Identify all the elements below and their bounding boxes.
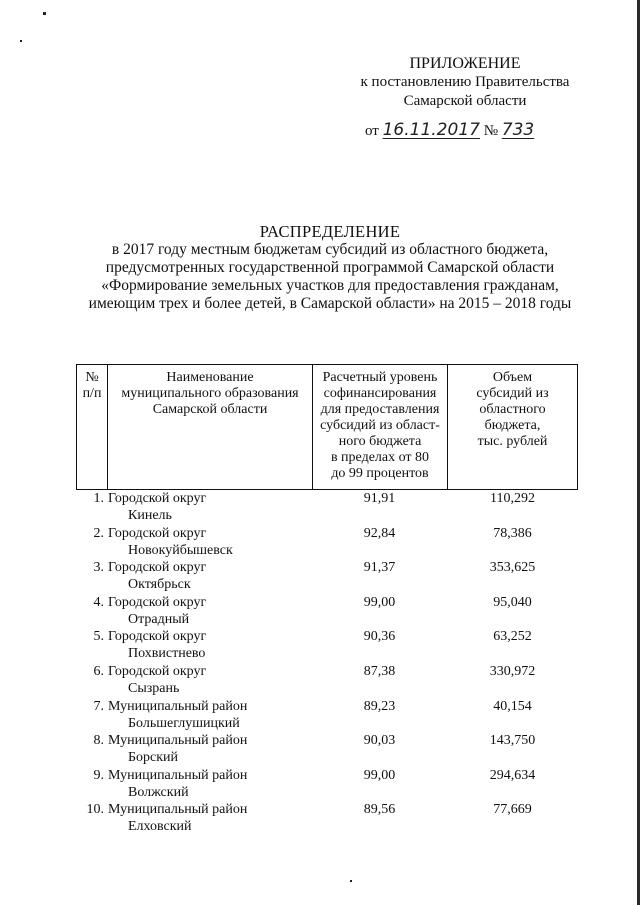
table-row (76, 767, 578, 802)
row-number: 8. (93, 733, 104, 749)
title-line-1: РАСПРЕДЕЛЕНИЕ (259, 222, 401, 241)
title-line-4: «Формирование земельных участков для предоставления гражданам, (101, 277, 559, 294)
decree-line (365, 120, 534, 140)
table-row (76, 732, 578, 767)
row-number: 2. (93, 525, 104, 541)
row-level: 89,56 (363, 802, 396, 818)
row-amount: 40,154 (493, 698, 532, 714)
table-header (76, 364, 578, 490)
table-row (76, 698, 578, 733)
header-num: № п/п (77, 365, 108, 489)
header-level: Расчетный уровень софинансирования для предоставления субсидий из област- ного бюджета в пределах от 80 до 99 процентов (313, 365, 448, 489)
scan-speck (20, 40, 22, 42)
appendix-line-2: Самарской области (403, 93, 527, 109)
row-amount: 95,040 (493, 594, 532, 610)
table-row (76, 594, 578, 629)
title-line-2: в 2017 году местным бюджетам субсидий из областного бюджета, (111, 241, 549, 258)
row-number: 9. (93, 767, 104, 783)
title-line-5: имеющим трех и более детей, в Самарской области» на 2015 – 2018 годы (88, 295, 572, 312)
row-name: Городской округ Кинель (108, 491, 207, 523)
row-name: Городской округ Октябрьск (108, 560, 207, 593)
row-name: Городской округ Похвистнево (108, 629, 207, 662)
header-amount: Объем субсидий из областного бюджета, тыс. рублей (476, 370, 549, 449)
document-title (60, 223, 600, 313)
row-level: 87,38 (363, 663, 396, 679)
row-amount: 330,972 (489, 663, 536, 679)
table-row (76, 663, 578, 698)
table-body (76, 490, 578, 836)
row-amount: 353,625 (489, 560, 536, 576)
row-number: 1. (93, 491, 104, 506)
table-row (76, 490, 578, 525)
row-number: 10. (86, 802, 104, 818)
row-amount: 110,292 (490, 491, 535, 506)
row-number: 4. (93, 594, 104, 610)
row-level: 90,36 (363, 629, 396, 645)
table-row (76, 801, 578, 836)
row-amount: 294,634 (489, 767, 536, 783)
appendix-line-1: к постановлению Правительства (360, 74, 570, 90)
row-level: 91,37 (363, 560, 396, 576)
scan-speck (43, 12, 46, 15)
table-row (76, 559, 578, 594)
row-number: 5. (93, 629, 104, 645)
row-amount: 63,252 (493, 629, 532, 645)
scan-speck (350, 880, 352, 882)
row-name: Городской округ Отрадный (108, 594, 207, 627)
row-number: 7. (93, 698, 104, 714)
row-name: Муниципальный район Борский (108, 733, 248, 766)
row-level: 99,00 (363, 767, 396, 783)
row-number: 6. (93, 663, 104, 679)
row-number: 3. (93, 560, 104, 576)
row-level: 89,23 (363, 698, 396, 714)
row-name: Городской округ Новокуйбышевск (108, 525, 233, 558)
decree-date: 16.11.2017 (382, 120, 480, 140)
row-level: 91,91 (363, 491, 396, 506)
decree-number-prefix: № (483, 123, 499, 139)
row-amount: 78,386 (493, 525, 532, 541)
row-name: Муниципальный район Большеглушицкий (108, 698, 248, 731)
row-level: 90,03 (363, 733, 396, 749)
appendix-header (340, 54, 590, 111)
row-level: 99,00 (363, 594, 396, 610)
title-line-3: предусмотренных государственной программой Самарской области (105, 259, 555, 276)
row-level: 92,84 (363, 525, 396, 541)
header-name: Наименование муниципального образования Самарской области (108, 365, 313, 489)
table-row (76, 628, 578, 663)
row-amount: 143,750 (489, 733, 536, 749)
row-amount: 77,669 (493, 802, 532, 818)
table-row (76, 525, 578, 560)
decree-number: 733 (501, 120, 535, 140)
row-name: Муниципальный район Волжский (108, 767, 248, 800)
appendix-title: ПРИЛОЖЕНИЕ (409, 55, 521, 72)
row-name: Муниципальный район Елховский (108, 802, 248, 835)
decree-prefix: от (365, 123, 379, 139)
row-name: Городской округ Сызрань (108, 663, 207, 696)
